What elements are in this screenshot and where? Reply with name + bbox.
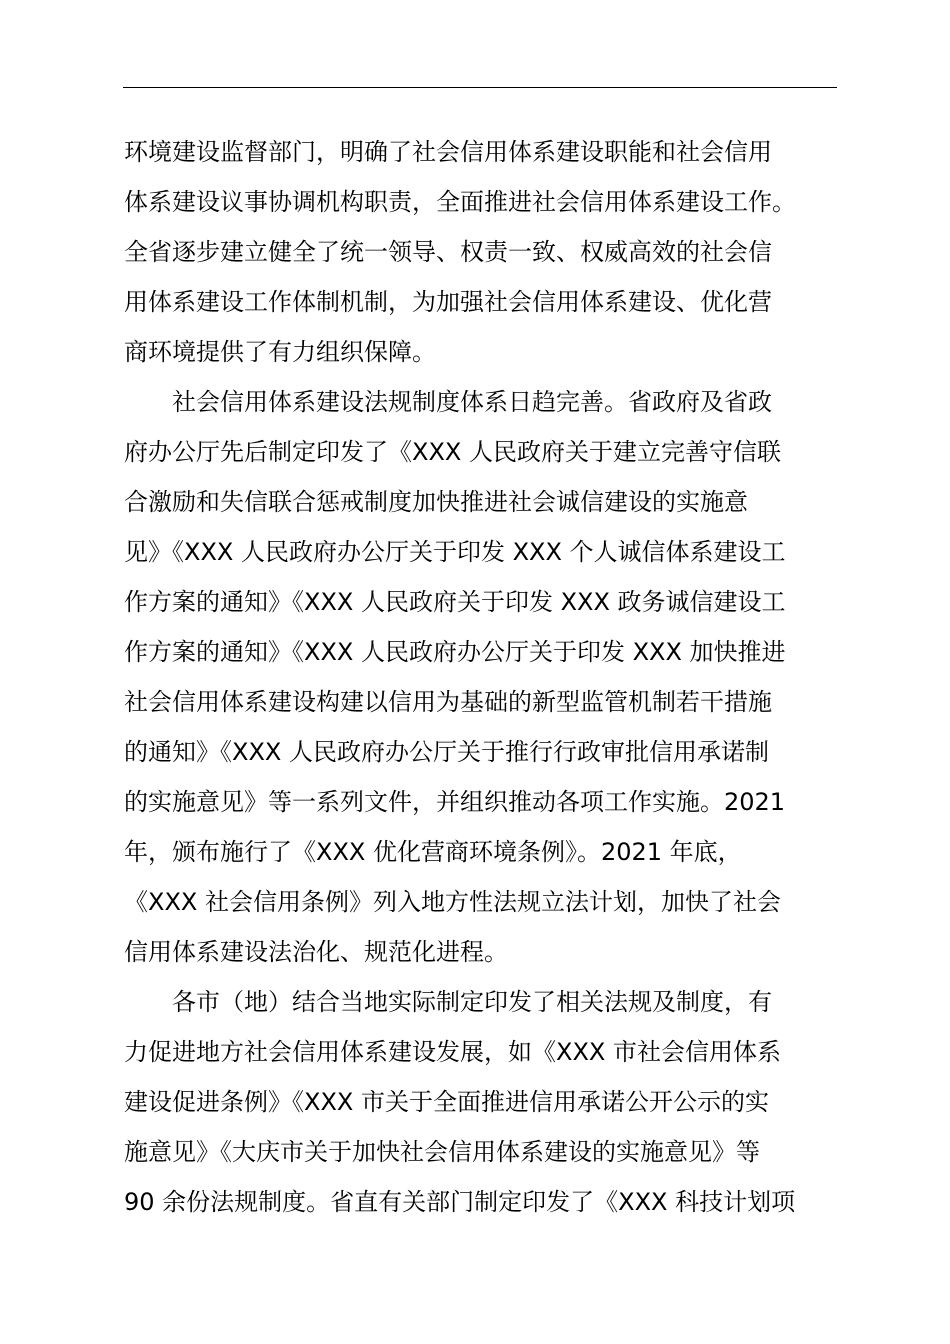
header-rule <box>123 87 837 88</box>
text-line: 建设促进条例》《XXX 市关于全面推进信用承诺公开公示的实 <box>124 1088 769 1116</box>
body-text <box>124 127 844 1227</box>
text-line: 作方案的通知》《XXX 人民政府办公厅关于印发 XXX 加快推进 <box>124 638 786 666</box>
text-line: 用体系建设工作体制机制，为加强社会信用体系建设、优化营 <box>124 288 772 316</box>
text-line: 环境建设监督部门，明确了社会信用体系建设职能和社会信用 <box>124 138 772 166</box>
text-line: 全省逐步建立健全了统一领导、权责一致、权威高效的社会信 <box>124 238 772 266</box>
text-line: 见》《XXX 人民政府办公厅关于印发 XXX 个人诚信体系建设工 <box>124 538 786 566</box>
text-line: 信用体系建设法治化、规范化进程。 <box>124 938 508 966</box>
text-line: 年，颁布施行了《XXX 优化营商环境条例》。2021 年底， <box>124 838 742 866</box>
text-line: 社会信用体系建设法规制度体系日趋完善。省政府及省政 <box>124 388 772 416</box>
text-line: 作方案的通知》《XXX 人民政府关于印发 XXX 政务诚信建设工 <box>124 588 786 616</box>
text-line: 的通知》《XXX 人民政府办公厅关于推行行政审批信用承诺制 <box>124 738 769 766</box>
text-line: 府办公厅先后制定印发了《XXX 人民政府关于建立完善守信联 <box>124 438 781 466</box>
text-line: 施意见》《大庆市关于加快社会信用体系建设的实施意见》等 <box>124 1138 760 1166</box>
text-line: 合激励和失信联合惩戒制度加快推进社会诚信建设的实施意 <box>124 488 748 516</box>
text-line: 商环境提供了有力组织保障。 <box>124 338 436 366</box>
text-line: 体系建设议事协调机构职责，全面推进社会信用体系建设工作。 <box>124 188 796 216</box>
text-line: 《XXX 社会信用条例》列入地方性法规立法计划，加快了社会 <box>124 888 781 916</box>
text-line: 的实施意见》等一系列文件，并组织推动各项工作实施。2021 <box>124 788 786 816</box>
text-line: 社会信用体系建设构建以信用为基础的新型监管机制若干措施 <box>124 688 772 716</box>
text-line: 力促进地方社会信用体系建设发展，如《XXX 市社会信用体系 <box>124 1038 781 1066</box>
text-line: 90 余份法规制度。省直有关部门制定印发了《XXX 科技计划项 <box>124 1188 796 1216</box>
text-line: 各市（地）结合当地实际制定印发了相关法规及制度，有 <box>124 988 772 1016</box>
